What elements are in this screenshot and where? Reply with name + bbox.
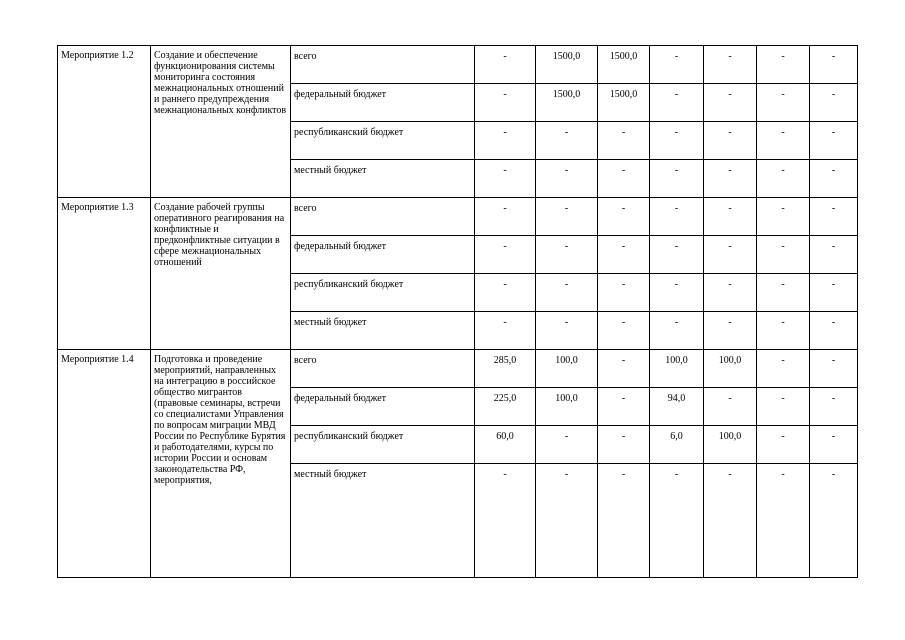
amount-cell: - — [810, 350, 858, 388]
amount-cell: 100,0 — [650, 350, 704, 388]
amount-cell: - — [704, 236, 757, 274]
amount-cell: - — [757, 388, 810, 426]
measure-name: Подготовка и проведение мероприятий, направленных на интеграцию в российское общество мигрантов (правовые семинары, встречи со специалистами Управления по вопросам миграции МВД России по Республике Бурятия и работодателями, курсы по истории России и основам законодательства РФ, мероприятия, — [151, 350, 291, 578]
funding-source: федеральный бюджет — [291, 84, 475, 122]
measure-name: Создание рабочей группы оперативного реагирования на конфликтные и предконфликтные ситуации в сфере межнациональных отношений — [151, 198, 291, 350]
amount-cell: 225,0 — [475, 388, 536, 426]
funding-source: всего — [291, 46, 475, 84]
table-row — [58, 46, 858, 84]
amount-cell: - — [810, 84, 858, 122]
amount-cell: - — [704, 160, 757, 198]
funding-source: республиканский бюджет — [291, 122, 475, 160]
amount-cell: - — [757, 236, 810, 274]
amount-cell: - — [536, 426, 598, 464]
amount-cell: - — [757, 274, 810, 312]
funding-source: всего — [291, 198, 475, 236]
amount-cell: - — [536, 274, 598, 312]
amount-cell: - — [598, 198, 650, 236]
amount-cell: - — [650, 274, 704, 312]
funding-source: республиканский бюджет — [291, 426, 475, 464]
amount-cell: - — [598, 464, 650, 578]
amount-cell: - — [598, 160, 650, 198]
funding-source: местный бюджет — [291, 464, 475, 578]
amount-cell: - — [704, 198, 757, 236]
amount-cell: - — [536, 312, 598, 350]
amount-cell: - — [810, 46, 858, 84]
amount-cell: - — [810, 426, 858, 464]
amount-cell: - — [598, 274, 650, 312]
amount-cell: - — [757, 160, 810, 198]
amount-cell: - — [536, 160, 598, 198]
funding-source: федеральный бюджет — [291, 236, 475, 274]
amount-cell: - — [475, 122, 536, 160]
amount-cell: - — [650, 236, 704, 274]
amount-cell: 1500,0 — [536, 84, 598, 122]
amount-cell: - — [650, 84, 704, 122]
amount-cell: - — [536, 122, 598, 160]
amount-cell: - — [475, 46, 536, 84]
amount-cell: - — [704, 122, 757, 160]
amount-cell: - — [757, 198, 810, 236]
amount-cell: - — [598, 388, 650, 426]
measure-name: Создание и обеспечение функционирования системы мониторинга состояния межнациональных отношений и раннего предупреждения межнациональных конфликтов — [151, 46, 291, 198]
amount-cell: - — [757, 122, 810, 160]
measure-code: Мероприятие 1.4 — [58, 350, 151, 578]
amount-cell: 100,0 — [536, 350, 598, 388]
funding-source: всего — [291, 350, 475, 388]
amount-cell: - — [598, 350, 650, 388]
amount-cell: - — [650, 46, 704, 84]
amount-cell: - — [536, 464, 598, 578]
amount-cell: 100,0 — [704, 426, 757, 464]
amount-cell: - — [704, 388, 757, 426]
amount-cell: - — [704, 464, 757, 578]
amount-cell: - — [650, 122, 704, 160]
amount-cell: 1500,0 — [536, 46, 598, 84]
amount-cell: - — [810, 198, 858, 236]
amount-cell: - — [650, 464, 704, 578]
amount-cell: - — [650, 312, 704, 350]
amount-cell: 6,0 — [650, 426, 704, 464]
amount-cell: - — [598, 312, 650, 350]
amount-cell: - — [704, 84, 757, 122]
amount-cell: - — [704, 312, 757, 350]
funding-source: республиканский бюджет — [291, 274, 475, 312]
amount-cell: - — [475, 84, 536, 122]
measure-code: Мероприятие 1.2 — [58, 46, 151, 198]
funding-table — [57, 45, 858, 578]
amount-cell: - — [757, 426, 810, 464]
amount-cell: 60,0 — [475, 426, 536, 464]
table-row — [58, 350, 858, 388]
amount-cell: - — [598, 426, 650, 464]
amount-cell: - — [704, 46, 757, 84]
amount-cell: - — [475, 464, 536, 578]
amount-cell: 285,0 — [475, 350, 536, 388]
amount-cell: - — [536, 236, 598, 274]
amount-cell: - — [650, 198, 704, 236]
amount-cell: - — [475, 312, 536, 350]
amount-cell: - — [810, 274, 858, 312]
funding-source: местный бюджет — [291, 312, 475, 350]
amount-cell: - — [757, 84, 810, 122]
funding-source: федеральный бюджет — [291, 388, 475, 426]
funding-source: местный бюджет — [291, 160, 475, 198]
amount-cell: - — [475, 198, 536, 236]
amount-cell: - — [536, 198, 598, 236]
amount-cell: - — [810, 464, 858, 578]
amount-cell: - — [810, 122, 858, 160]
amount-cell: - — [757, 350, 810, 388]
table-row — [58, 198, 858, 236]
amount-cell: - — [810, 388, 858, 426]
amount-cell: - — [704, 274, 757, 312]
amount-cell: - — [475, 274, 536, 312]
amount-cell: - — [757, 312, 810, 350]
amount-cell: - — [810, 312, 858, 350]
amount-cell: - — [475, 160, 536, 198]
amount-cell: - — [757, 46, 810, 84]
amount-cell: - — [810, 160, 858, 198]
amount-cell: 1500,0 — [598, 46, 650, 84]
amount-cell: 100,0 — [536, 388, 598, 426]
amount-cell: - — [757, 464, 810, 578]
amount-cell: - — [598, 236, 650, 274]
amount-cell: - — [598, 122, 650, 160]
amount-cell: - — [810, 236, 858, 274]
amount-cell: 94,0 — [650, 388, 704, 426]
amount-cell: - — [475, 236, 536, 274]
measure-code: Мероприятие 1.3 — [58, 198, 151, 350]
amount-cell: 100,0 — [704, 350, 757, 388]
amount-cell: 1500,0 — [598, 84, 650, 122]
amount-cell: - — [650, 160, 704, 198]
